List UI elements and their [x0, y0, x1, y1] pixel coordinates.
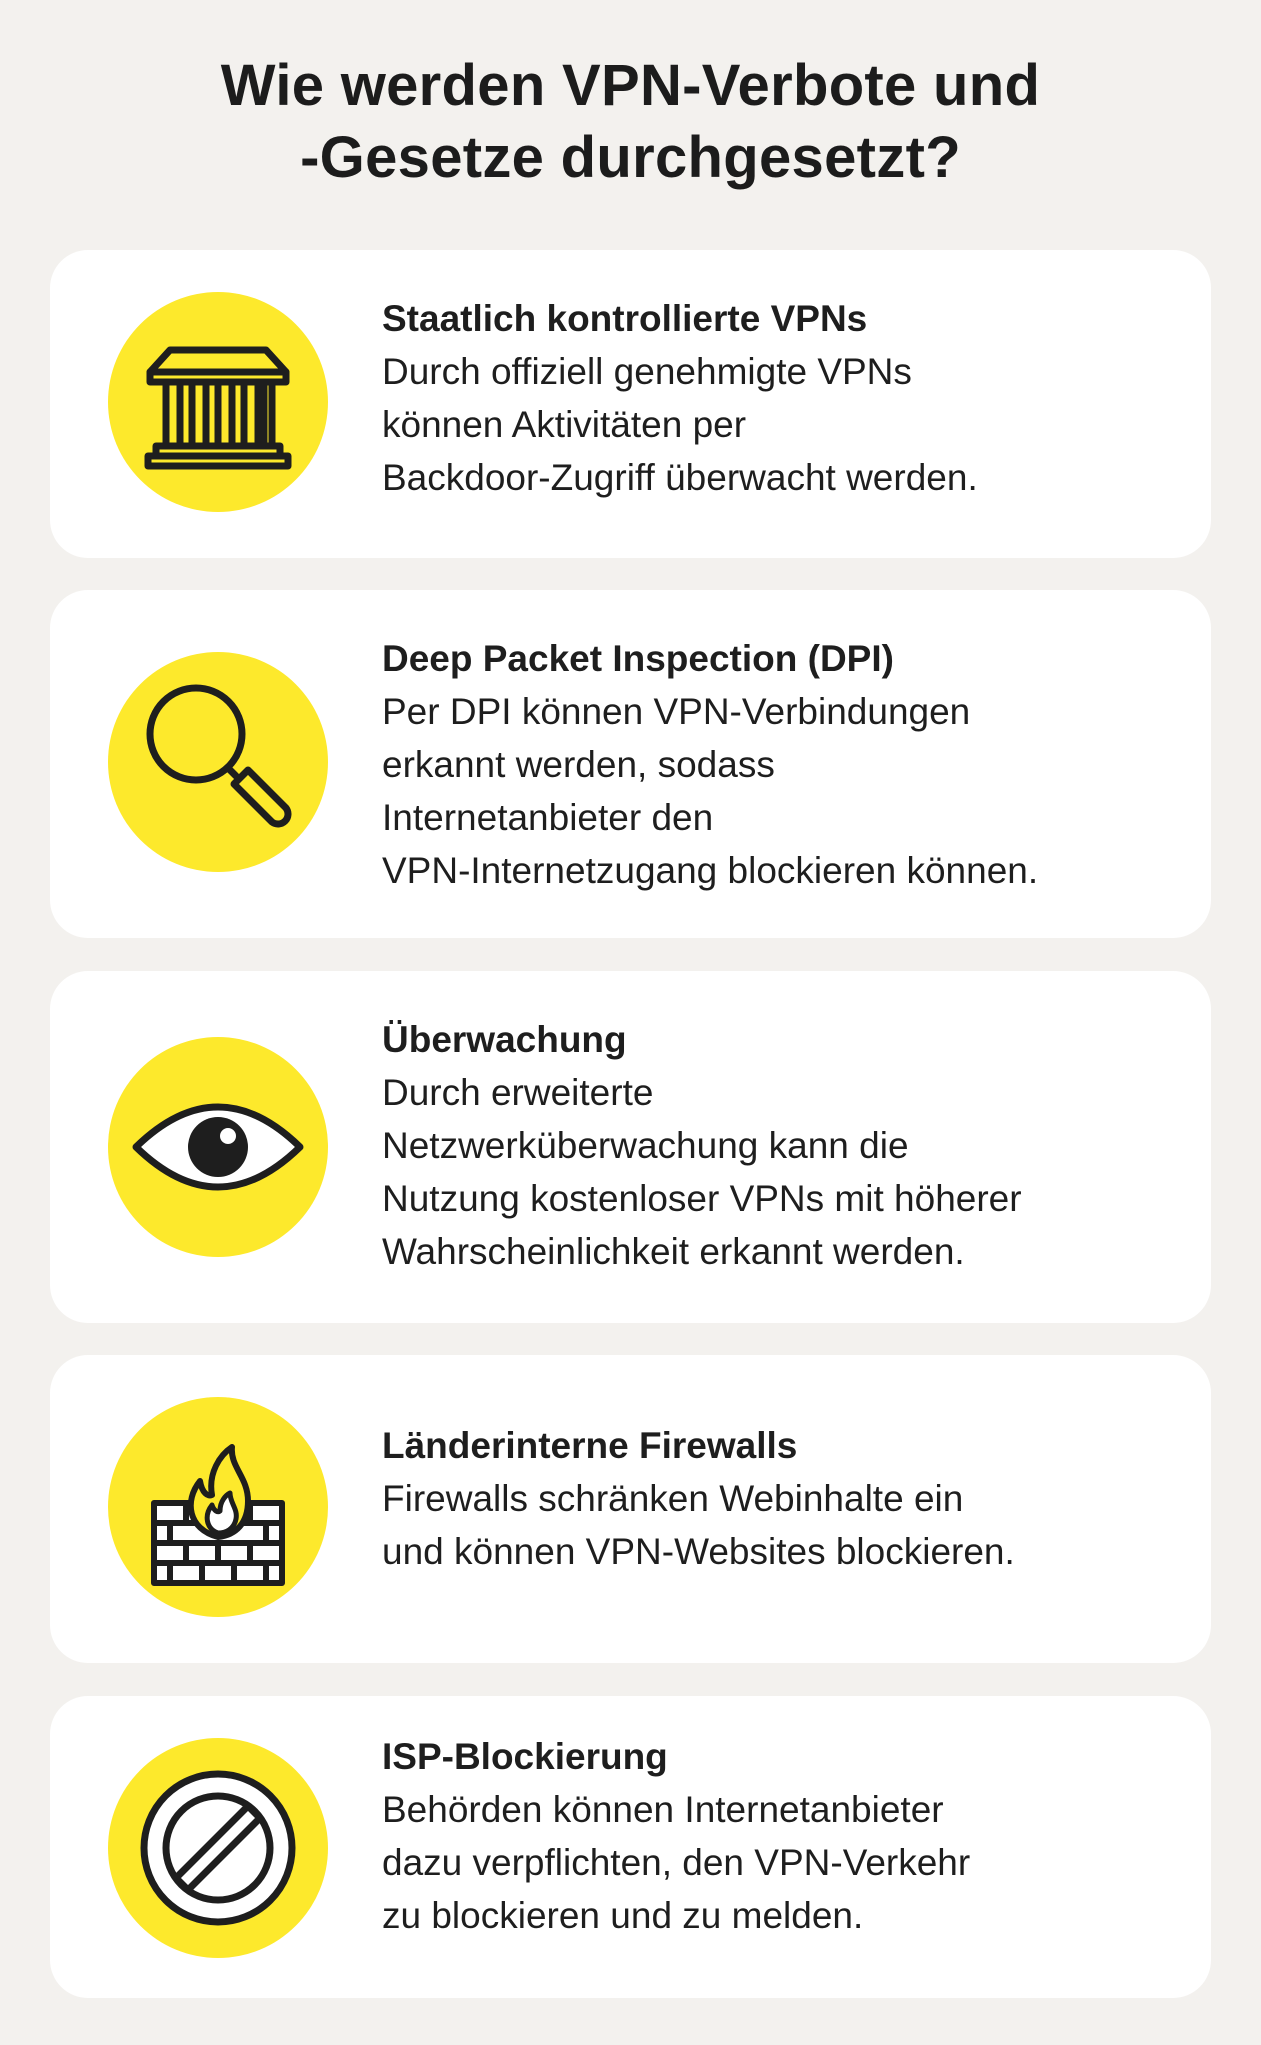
- card-description: [382, 345, 1202, 504]
- card-description: [382, 685, 1202, 897]
- card-deep-packet-inspection: [50, 590, 1211, 938]
- card-title: Überwachung: [382, 1019, 627, 1060]
- card-description-line: dazu verpflichten, den VPN-Verkehr: [382, 1842, 971, 1883]
- government-building-icon: [108, 292, 328, 512]
- card-description-line: Nutzung kostenloser VPNs mit höherer: [382, 1178, 1022, 1219]
- card-description-line: VPN-Internetzugang blockieren können.: [382, 850, 1039, 891]
- card-description-line: Per DPI können VPN-Verbindungen: [382, 691, 971, 732]
- card-state-controlled-vpns: [50, 250, 1211, 558]
- card-description-line: Wahrscheinlichkeit erkannt werden.: [382, 1231, 965, 1272]
- card-surveillance: [50, 971, 1211, 1323]
- card-description-line: Backdoor-Zugriff überwacht werden.: [382, 457, 978, 498]
- card-description-line: Firewalls schränken Webinhalte ein: [382, 1478, 964, 1519]
- card-title: Deep Packet Inspection (DPI): [382, 638, 894, 679]
- page-title: [0, 50, 1261, 194]
- card-title: Staatlich kontrollierte VPNs: [382, 298, 868, 339]
- card-title: ISP-Blockierung: [382, 1736, 668, 1777]
- card-description-line: Durch offiziell genehmigte VPNs: [382, 351, 912, 392]
- card-description-line: erkannt werden, sodass: [382, 744, 775, 785]
- eye-icon: [108, 1037, 328, 1257]
- blocked-icon: [108, 1738, 328, 1958]
- card-description: [382, 1472, 1202, 1578]
- card-description-line: Netzwerküberwachung kann die: [382, 1125, 909, 1166]
- card-description-line: Durch erweiterte: [382, 1072, 654, 1113]
- card-description-line: Behörden können Internetanbieter: [382, 1789, 944, 1830]
- card-description: [382, 1066, 1202, 1278]
- card-description-line: Internetanbieter den: [382, 797, 714, 838]
- card-isp-blocking: [50, 1696, 1211, 1998]
- card-description: [382, 1783, 1202, 1942]
- card-national-firewalls: [50, 1355, 1211, 1663]
- card-description-line: können Aktivitäten per: [382, 404, 747, 445]
- page-title-line-1: Wie werden VPN-Verbote und: [220, 53, 1041, 118]
- page-title-line-2: -Gesetze durchgesetzt?: [300, 125, 961, 190]
- magnifying-glass-icon: [108, 652, 328, 872]
- card-title: Länderinterne Firewalls: [382, 1425, 798, 1466]
- card-description-line: und können VPN-Websites blockieren.: [382, 1531, 1015, 1572]
- card-description-line: zu blockieren und zu melden.: [382, 1895, 864, 1936]
- firewall-icon: [108, 1397, 328, 1617]
